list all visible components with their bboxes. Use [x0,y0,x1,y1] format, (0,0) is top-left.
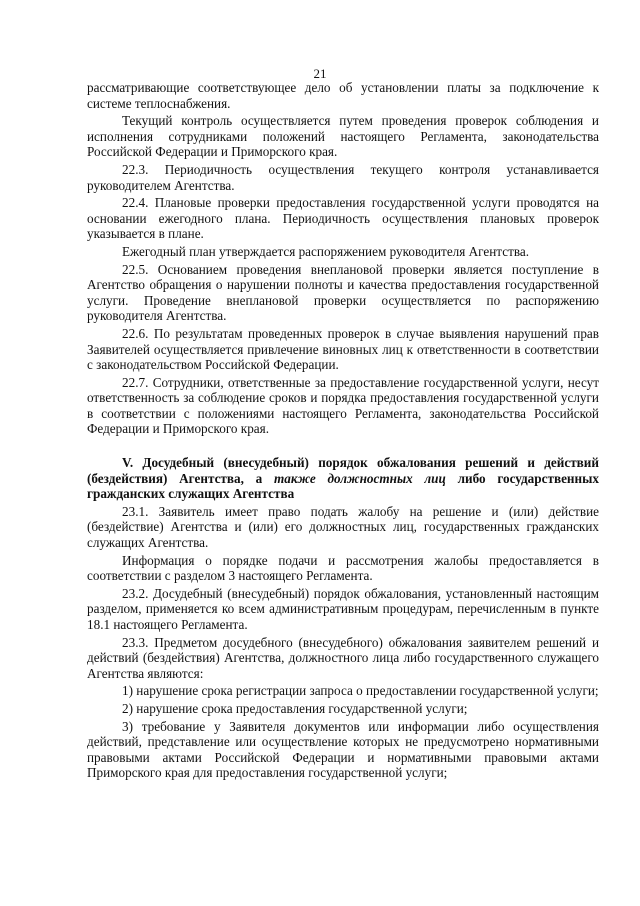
document-body [87,80,599,783]
list-item: 1) нарушение срока регистрации запроса о предоставлении государственной услуги; [122,683,599,699]
section-heading-italic-part: также должностных лиц [273,470,446,486]
list-item: 2) нарушение срока предоставления государственной услуги; [122,700,468,716]
paragraph: 22.5. Основанием проведения внеплановой проверки является поступление в Агентство обращения о нарушении полноты и качества предоставления государственной услуги. Проведение внеплановой проверки осуществляется по распоряжению руководителя Агентства. [87,261,599,324]
paragraph: рассматривающие соответствующее дело об установлении платы за подключение к системе теплоснабжения. [87,80,599,111]
paragraph: Информация о порядке подачи и рассмотрения жалобы предоставляется в соответствии с разделом 3 настоящего Регламента. [87,552,599,584]
paragraph: 22.4. Плановые проверки предоставления государственной услуги проводятся на основании ежегодного плана. Периодичность осуществления плановых проверок указывается в плане. [87,195,599,242]
paragraph: 22.6. По результатам проведенных проверок в случае выявления нарушений прав Заявителей осуществляется привлечение виновных лиц к ответственности в соответствии с законодательством Российской Федерации. [87,325,599,373]
paragraph: Ежегодный план утверждается распоряжением руководителя Агентства. [122,243,530,259]
section-heading-part: либо государственных гражданских служащих Агентства [87,470,600,502]
paragraph: 23.3. Предметом досудебного (внесудебного) обжалования заявителем решений и действий (бездействия) Агентства, должностного лица либо государственного служащего Агентства являются: [87,634,599,681]
paragraph: 22.7. Сотрудники, ответственные за предоставление государственной услуги, несут ответственность за соблюдение сроков и порядка предоставления государственной услуги в соответствии с положениями настоящего Регламента, законодательства Российской Федерации и Приморского края. [87,374,599,437]
paragraph: 22.3. Периодичность осуществления текущего контроля устанавливается руководителем Агентства. [87,161,599,193]
section-heading-part: V. Досудебный (внесудебный) порядок обжалования решений и действий (бездействия) Агентства, а [87,455,599,486]
paragraph: 23.2. Досудебный (внесудебный) порядок обжалования, установленный настоящим разделом, применяется ко всем административным процедурам, перечисленным в пункте 18.1 настоящего Регламента. [87,585,599,632]
section-heading [87,455,599,502]
list-item: 3) требование у Заявителя документов или информации либо осуществления действий, представление или осуществление которых не предусмотрено нормативными правовыми актами Российской Федерации и нормативными правовыми актами Приморского края для предоставления государственной услуги; [87,718,599,781]
paragraph: Текущий контроль осуществляется путем проведения проверок соблюдения и исполнения сотрудниками положений настоящего Регламента, законодательства Российской Федерации и Приморского края. [87,113,599,160]
page-number: 21 [313,66,327,81]
paragraph: 23.1. Заявитель имеет право подать жалобу на решение и (или) действие (бездействие) Агентства и (или) его должностных лиц, государственных гражданских служащих Агентства. [87,503,599,551]
